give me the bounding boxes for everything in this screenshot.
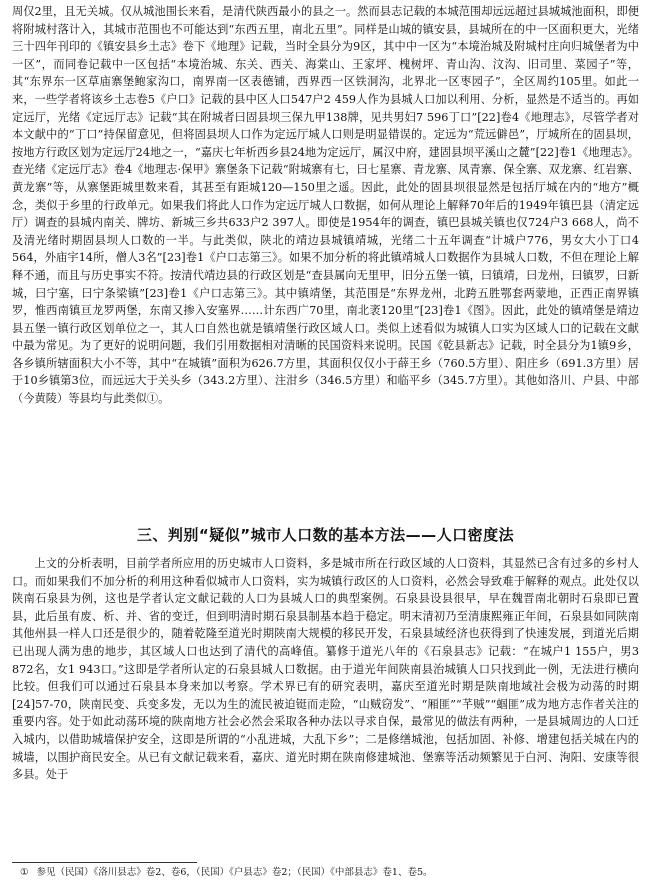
- section-heading: 三、判别“疑似”城市人口数的基本方法——人口密度法: [136, 526, 515, 544]
- footnote: [20, 866, 639, 880]
- body-paragraph-1: 周仅2里，且无关城。仅从城池围长来看，是清代陕西最小的县之一。然而县志记载的本城范围却远远超过县城城池面积，即便将附城村落计入，其城市范围也不可能达到“东西五里，南北五里”。同样是山城的镇安县，县城所在的中一区面积更大，光绪三十四年刊印的《镇安县乡土志》卷下《地理》记载，当时全县分为9区，其中中一区为“本境治城及附城村庄向归城堡者为中一区”，而同卷记载中一区包括“本境治城、东关、西关、海棠山、王家坪、槐树坪、青山沟、汶沟、旧司里、菜园子”等，其“东界东一区草庙寨堡鲍家沟口，南界南一区表德铺，西界西一区铁洞沟，北界北一区枣园子”，全区周约105里。如此一来，一些学者将该乡土志卷5《户口》记载的县中区人口547户2 459人作为县城人口加以利用、分析，显然是不适当的。再如定远厅，光绪《定远厅志》记载“其在附城者曰固县坝三保九甲138牌，见共男妇7 596丁口”[22]卷4《地理志》，尽管学者对本文献中的“丁口”持保留意见，但将固县坝人口作为定远厅城人口则是明显错误的。定远为“荒远僻邑”，厅城所在的固县坝，按地方行政区划为定远厅24地之一，“嘉庆七年析西乡县24地为定远厅，属汉中府，建固县坝平溪山之麓”[22]卷1《地理志》。查光绪《定远厅志》卷4《地理志·保甲》寨堡条下记载“附城寨有七，曰七星寨、青龙寨、凤青寨、保全寨、双龙寨、红岩寨、黄龙寨”等，从寨堡距城里数来看，其甚至有距城120—150里之遥。因此，此处的固县坝很显然是包括厅城在内的“地方”概念，类似于乡里的行政单元。如果我们将此人口作为定远厅城人口数据，如何从理论上解释70年后的1949年镇巴县（清定远厅）调查的县城内南关、牌坊、新城三乡共633户2 397人。即使是1954年的调查，镇巴县城关镇也仅724户3 668人，尚不及清光绪时期固县坝人口数的一半。与此类似，陕北的靖边县城镇靖城，光绪二十五年调查“计城户776，男女大小丁口4 564，外庙宇14所，僧人3名”[23]卷1《户口志第三》。如果不加分析的将此镇靖城人口数据作为县城人口数，不但在理论上解释不通，而且与历史事实不符。按清代靖边县的行政区划是“查县属向无里甲，旧分五堡一镇，曰镇靖，曰龙州，曰镇罗，曰新城，曰宁塞，曰宁条梁镇”[23]卷1《户口志第三》。其中镇靖堡，其范围是“东界龙州，北跨五胜鄂套两蒙地，正西正南界镇罗，惟西南镇亘龙罗两堡，东南又掺入安塞界……计东西广70里，南北袤120里”[23]卷1《图》。因此，此处的镇靖堡是靖边县五堡一镇行政区划单位之一，其人口自然也就是镇靖堡行政区域人口。类似上述看似为城镇人口实为区域人口的记载在文献中最为常见。为了更好的说明问题，我们引用数据相对清晰的民国资料来说明。民国《乾县新志》记载，时全县分为1镇9乡，各乡镇所辖面积大小不等，其中“在城镇”面积为626.7方里，其面积仅仅小于薛王乡（760.5方里）、阳庄乡（691.3方里）居于10乡镇第3位，而远远大于关头乡（343.2方里）、注泔乡（346.5方里）和临平乡（345.7方里）。其他如洛川、户县、中部（今黄陵）等县均与此类似①。: [12, 5, 639, 406]
- footnote-marker: ①: [20, 867, 29, 878]
- body-paragraph-2: 上文的分析表明，目前学者所应用的历史城市人口资料，多是城市所在行政区域的人口资料，其显然已含有过多的乡村人口。而如果我们不加分析的利用这种看似城市人口资料，实为城镇行政区的人口资料，必然会导致难于解释的观点。此处仅以陕南石泉县为例，这也是学者认定文献记载的人口为县城人口的典型案例。石泉县设县很早，早在魏晋南北朝时石泉即已置县，此后虽有废、析、并、省的变迁，但到明清时期石泉县制基本趋于稳定。明末清初乃至清康熙雍正年间，石泉县如同陕南其他州县一样人口还是很少的，随着乾隆至道光时期陕南大规模的移民开发，石泉县域经济也获得到了快速发展，到道光后期已出现人满为患的地步，其区域人口也达到了清代的高峰值。纂修于道光八年的《石泉县志》记载：“在城户1 155户，男3 872名，女1 943口。”这即是学者所认定的石泉县城人口数据。由于道光年间陕南县治城镇人口只找到此一例，无法进行横向比较。但我们可以通过石泉县本身来加以考察。学术界已有的研究表明，嘉庆至道光时期是陕南地域社会极为动荡的时期[24]57-70，陕南民变、兵变多发，无以为生的流民被迫铤而走险，“山贼窃发”、“厢匪”“芊贼”“蝈匪”成为地方志作者关注的重要内容。处于如此动荡环境的陕南地方社会必然会采取各种办法以寻求自保，最常见的做法有两种，一是县城周边的人口迁入城内，以借助城墙保护安全，这即是所谓的“小乱进城，大乱下乡”；二是修缮城池，包括加固、补修、增建包括关城在内的城墙，以围护商民安全。从已有文献记载来看，嘉庆、道光时期在陕南修建城池、堡寨等活动频繁见于白河、洵阳、安康等很多县。处于: [12, 557, 639, 782]
- footnote-divider: [12, 862, 197, 863]
- footnote-text: 参见（民国）《洛川县志》卷2、卷6，（民国）《户县志》卷2；（民国）《中部县志》卷1、卷5。: [36, 867, 433, 878]
